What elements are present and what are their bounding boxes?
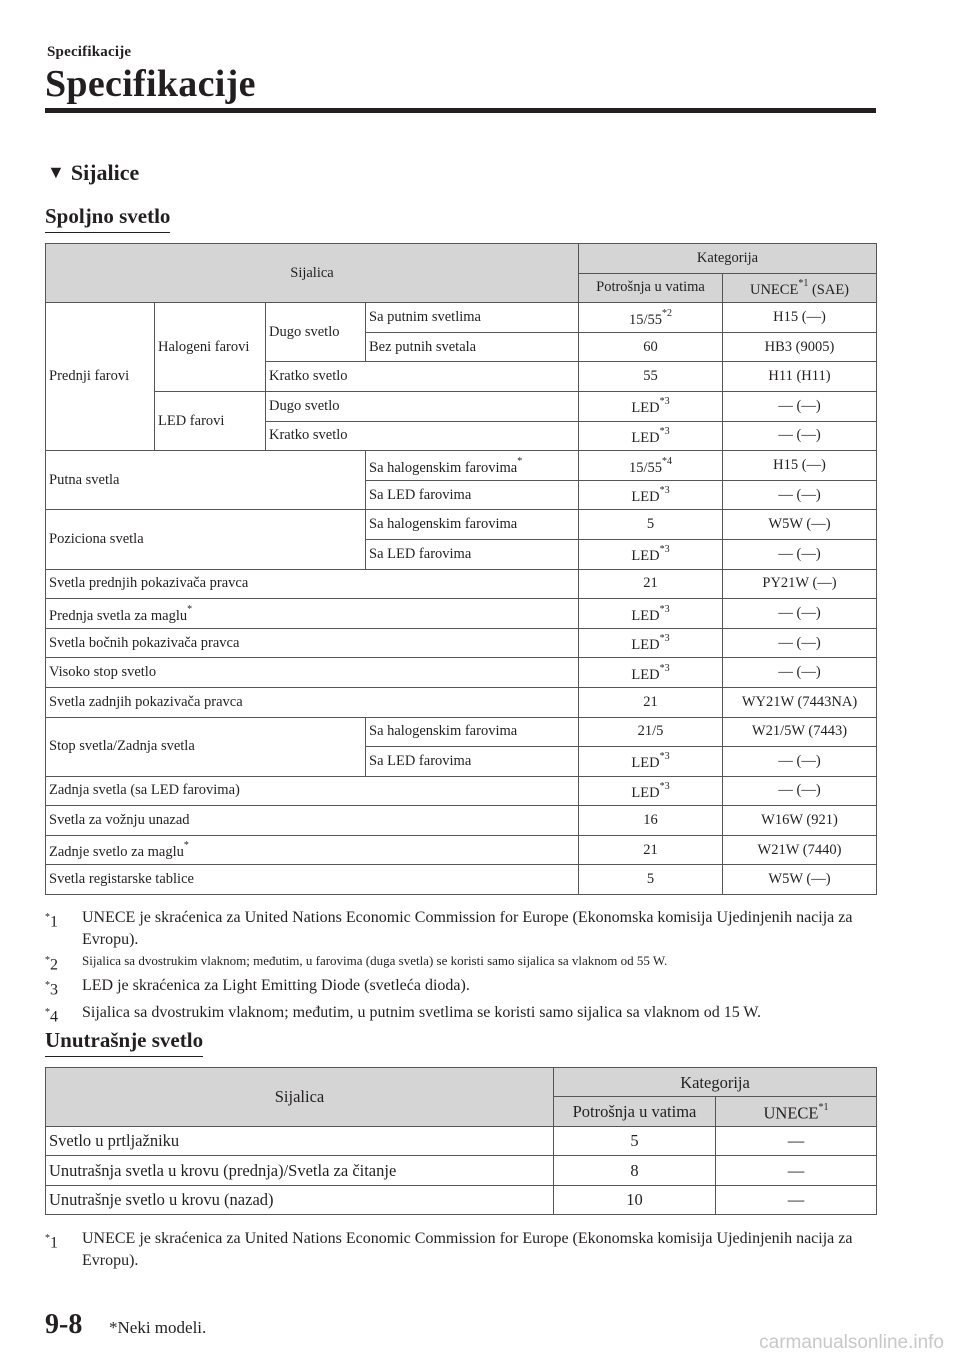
row-category: — — [716, 1156, 877, 1185]
row-label: Svetla prednjih pokazivača pravca — [46, 569, 579, 599]
table-row — [46, 1156, 877, 1185]
row-label: Visoko stop svetlo — [46, 658, 579, 688]
row-label — [46, 599, 579, 629]
table-header-row — [46, 244, 877, 274]
note-mark: *3 — [659, 485, 670, 497]
note-mark: * — [187, 603, 193, 615]
page-number: 9-8 — [45, 1309, 83, 1340]
note-item — [45, 975, 885, 1001]
row-category: H11 (H11) — [723, 362, 877, 392]
row-wattage: 5 — [579, 510, 723, 540]
note-asterisk: * — [45, 955, 50, 966]
exterior-heading: Spoljno svetlo — [45, 204, 170, 233]
row-category: — (—) — [723, 539, 877, 569]
row-wattage: 5 — [554, 1126, 716, 1155]
row-label: Svetla bočnih pokazivača pravca — [46, 628, 579, 658]
chapter-title: Specifikacije — [45, 63, 256, 105]
table-row — [46, 835, 877, 865]
table-header-row — [46, 1068, 877, 1097]
note-mark: *3 — [659, 603, 670, 615]
row-category: H15 (—) — [723, 303, 877, 333]
table-row — [46, 717, 877, 747]
table-row — [46, 776, 877, 806]
header-bulb: Sijalica — [46, 244, 579, 303]
row-wattage — [579, 747, 723, 777]
row-wattage — [579, 391, 723, 421]
row-category: H15 (—) — [723, 451, 877, 481]
note-number: 1 — [50, 913, 58, 931]
header-wattage: Potrošnja u vatima — [554, 1097, 716, 1126]
note-mark: * — [517, 455, 523, 467]
header-category: Kategorija — [554, 1068, 877, 1097]
note-mark: *1 — [818, 1102, 829, 1114]
row-wattage — [579, 303, 723, 333]
table-row — [46, 510, 877, 540]
note-item — [45, 907, 885, 951]
row-label: Unutrašnje svetlo u krovu (nazad) — [46, 1185, 554, 1214]
group-running: Putna svetla — [46, 451, 366, 510]
table-row — [46, 569, 877, 599]
note-mark: *3 — [659, 751, 670, 763]
row-category: — (—) — [723, 658, 877, 688]
note-text: UNECE je skraćenica za United Nations Economic Commission for Europe (Ekonomska komisija Ujedinjenih nacija za Evropu). — [82, 1230, 853, 1269]
note-mark: *3 — [659, 662, 670, 674]
row-category: WY21W (7443NA) — [723, 687, 877, 717]
row-wattage: 10 — [554, 1185, 716, 1214]
note-marker — [45, 951, 82, 975]
label-text: Zadnje svetlo za maglu — [49, 844, 184, 861]
row-wattage: 8 — [554, 1156, 716, 1185]
row-category: — (—) — [723, 776, 877, 806]
row-category: W21/5W (7443) — [723, 717, 877, 747]
note-item — [45, 1228, 885, 1272]
row-wattage — [579, 628, 723, 658]
row-category: HB3 (9005) — [723, 332, 877, 362]
note-asterisk: * — [45, 1006, 50, 1018]
interior-heading: Unutrašnje svetlo — [45, 1028, 203, 1057]
row-category: — (—) — [723, 747, 877, 777]
table-row — [46, 628, 877, 658]
row-wattage — [579, 421, 723, 451]
interior-bulb-table — [45, 1067, 877, 1215]
wattage-value: 15/55 — [628, 311, 663, 328]
wattage-value: LED — [631, 666, 660, 683]
note-mark: *4 — [662, 455, 673, 467]
row-category: W16W (921) — [723, 806, 877, 836]
row-label: Sa LED farovima — [366, 480, 579, 510]
note-mark: *3 — [659, 633, 670, 645]
row-label: Dugo svetlo — [266, 391, 579, 421]
note-asterisk: * — [45, 980, 50, 992]
header-category: Kategorija — [579, 244, 877, 274]
row-label: Sa putnim svetlima — [366, 303, 579, 333]
section-heading-text: Sijalice — [70, 160, 140, 185]
wattage-value: LED — [631, 488, 660, 505]
row-wattage: 60 — [579, 332, 723, 362]
some-models-note: *Neki modeli. — [109, 1318, 207, 1337]
note-number: 4 — [50, 1007, 58, 1025]
row-wattage — [579, 599, 723, 629]
wattage-value: LED — [631, 784, 660, 801]
row-wattage — [579, 776, 723, 806]
row-category: PY21W (—) — [723, 569, 877, 599]
group-stop-tail: Stop svetla/Zadnja svetla — [46, 717, 366, 776]
row-wattage: 21 — [579, 687, 723, 717]
row-wattage — [579, 539, 723, 569]
header-unece — [723, 273, 877, 303]
note-mark: *3 — [659, 425, 670, 437]
row-label: Svetla za vožnju unazad — [46, 806, 579, 836]
note-text: UNECE je skraćenica za United Nations Economic Commission for Europe (Ekonomska komisija Ujedinjenih nacija za Evropu). — [82, 909, 853, 948]
header-unece-text: UNECE — [763, 1103, 819, 1123]
row-label: Sa halogenskim farovima — [366, 717, 579, 747]
note-mark: *2 — [662, 307, 673, 319]
row-label: Unutrašnja svetla u krovu (prednja)/Svetla za čitanje — [46, 1156, 554, 1185]
row-label: Sa LED farovima — [366, 539, 579, 569]
row-label: Svetlo u prtljažniku — [46, 1126, 554, 1155]
watermark: carmanualsonline.info — [759, 1332, 944, 1353]
group-front: Prednji farovi — [46, 303, 155, 451]
wattage-value: LED — [631, 400, 660, 417]
label-text: Prednja svetla za maglu — [49, 607, 188, 624]
row-label — [46, 835, 579, 865]
row-label: Svetla registarske tablice — [46, 865, 579, 895]
wattage-value: LED — [631, 755, 660, 772]
table-row — [46, 658, 877, 688]
title-rule — [45, 108, 876, 113]
note-text: LED je skraćenica za Light Emitting Diode (svetleća dioda). — [82, 977, 470, 995]
row-label — [366, 451, 579, 481]
row-category: — (—) — [723, 628, 877, 658]
row-wattage — [579, 451, 723, 481]
row-label: Svetla zadnjih pokazivača pravca — [46, 687, 579, 717]
note-item — [45, 951, 885, 975]
header-sae-text: (SAE) — [808, 281, 850, 298]
table-row — [46, 303, 877, 333]
table-row — [46, 1185, 877, 1214]
note-mark: *3 — [659, 781, 670, 793]
row-wattage: 21 — [579, 835, 723, 865]
row-wattage: 21/5 — [579, 717, 723, 747]
row-category: — (—) — [723, 599, 877, 629]
table-row — [46, 865, 877, 895]
row-category: — — [716, 1185, 877, 1214]
group-led: LED farovi — [155, 391, 266, 450]
note-item — [45, 1002, 885, 1028]
group-high-beam: Dugo svetlo — [266, 303, 366, 362]
header-bulb: Sijalica — [46, 1068, 554, 1127]
triangle-down-icon: ▼ — [47, 162, 65, 182]
wattage-value: LED — [631, 636, 660, 653]
label-text: Sa halogenskim farovima — [369, 459, 518, 476]
group-position: Poziciona svetla — [46, 510, 366, 569]
exterior-bulb-table — [45, 243, 877, 895]
table-row — [46, 451, 877, 481]
wattage-value: LED — [631, 607, 660, 624]
row-category: — — [716, 1126, 877, 1155]
row-wattage: 21 — [579, 569, 723, 599]
note-marker — [45, 907, 82, 951]
wattage-value: LED — [631, 548, 660, 565]
wattage-value: 15/55 — [628, 459, 663, 476]
note-text: Sijalica sa dvostrukim vlaknom; međutim, u putnim svetlima se koristi samo sijalica sa vlaknom od 15 W. — [82, 1003, 762, 1021]
table-row — [46, 687, 877, 717]
row-category: W5W (—) — [723, 510, 877, 540]
header-unece-text: UNECE — [749, 281, 799, 298]
table-row — [46, 1126, 877, 1155]
note-mark: * — [183, 840, 189, 852]
row-wattage: 55 — [579, 362, 723, 392]
note-mark: *3 — [659, 544, 670, 556]
row-wattage: 16 — [579, 806, 723, 836]
interior-notes — [45, 1228, 885, 1272]
row-wattage — [579, 658, 723, 688]
section-heading — [47, 160, 139, 186]
row-label: Bez putnih svetala — [366, 332, 579, 362]
note-asterisk: * — [45, 1233, 50, 1244]
note-mark: *3 — [659, 396, 670, 408]
row-label: Sa LED farovima — [366, 747, 579, 777]
note-mark: *1 — [798, 277, 809, 289]
row-label: Zadnja svetla (sa LED farovima) — [46, 776, 579, 806]
group-halogen: Halogeni farovi — [155, 303, 266, 392]
header-unece — [716, 1097, 877, 1126]
note-marker — [45, 1002, 82, 1028]
exterior-notes — [45, 907, 885, 1028]
row-category: — (—) — [723, 480, 877, 510]
row-category: — (—) — [723, 421, 877, 451]
note-number: 1 — [50, 1234, 58, 1252]
header-wattage: Potrošnja u vatima — [579, 273, 723, 303]
note-marker — [45, 1228, 82, 1272]
wattage-value: LED — [631, 429, 660, 446]
row-label: Kratko svetlo — [266, 421, 579, 451]
row-label: Sa halogenskim farovima — [366, 510, 579, 540]
note-number: 2 — [50, 956, 58, 974]
note-marker — [45, 975, 82, 1001]
row-wattage — [579, 480, 723, 510]
table-row — [46, 391, 877, 421]
table-row — [46, 599, 877, 629]
table-row — [46, 806, 877, 836]
row-category: — (—) — [723, 391, 877, 421]
row-wattage: 5 — [579, 865, 723, 895]
running-header: Specifikacije — [47, 44, 132, 60]
note-asterisk: * — [45, 912, 50, 923]
row-category: W5W (—) — [723, 865, 877, 895]
row-label: Kratko svetlo — [266, 362, 579, 392]
note-text: Sijalica sa dvostrukim vlaknom; međutim, u farovima (duga svetla) se koristi samo sijalica sa vlaknom od 55 W. — [82, 953, 668, 968]
row-category: W21W (7440) — [723, 835, 877, 865]
note-number: 3 — [50, 981, 58, 999]
